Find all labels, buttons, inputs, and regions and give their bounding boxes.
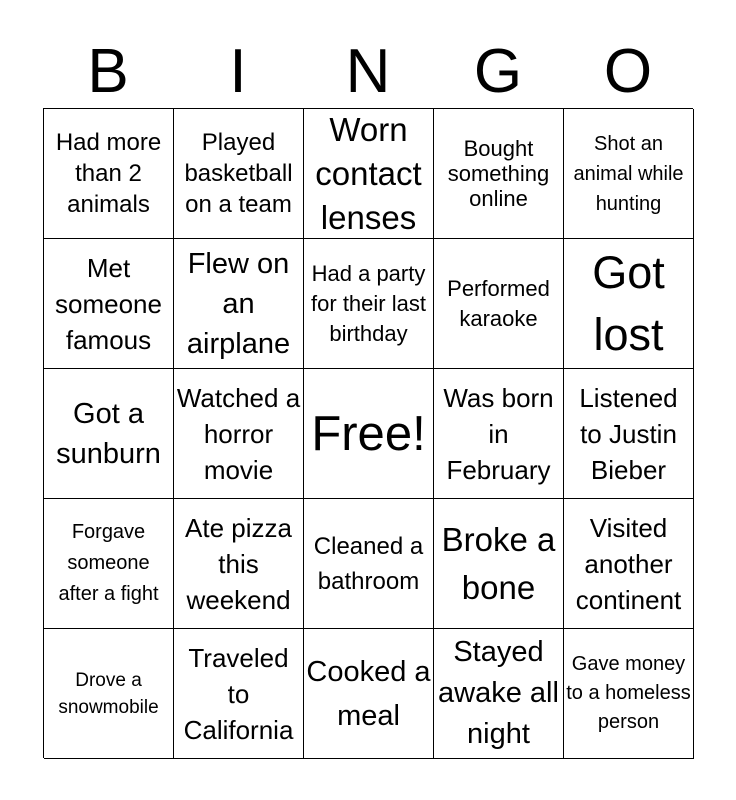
cell-text: Ate pizza this weekend bbox=[185, 512, 292, 615]
header-letter-n: N bbox=[345, 37, 391, 106]
cell-text: Shot an animal while hunting bbox=[573, 132, 684, 215]
cell-text: Was born in February bbox=[443, 382, 554, 485]
bingo-cell[interactable] bbox=[434, 109, 564, 239]
cell-text: Bought something online bbox=[447, 136, 550, 211]
cell-text: Cooked a meal bbox=[306, 655, 431, 732]
bingo-cell[interactable] bbox=[44, 629, 174, 759]
bingo-card-grid bbox=[43, 108, 693, 758]
cell-text: Watched a horror movie bbox=[176, 382, 301, 485]
cell-text: Flew on an airplane bbox=[186, 247, 291, 360]
bingo-cell[interactable] bbox=[434, 629, 564, 759]
bingo-cell[interactable] bbox=[434, 239, 564, 369]
cell-text: Worn contact lenses bbox=[315, 110, 422, 236]
cell-text: Met someone famous bbox=[55, 252, 162, 355]
bingo-cell[interactable] bbox=[434, 499, 564, 629]
header-letter-o: O bbox=[603, 37, 653, 106]
bingo-cell[interactable] bbox=[564, 499, 694, 629]
bingo-cell[interactable] bbox=[304, 109, 434, 239]
bingo-cell[interactable] bbox=[174, 369, 304, 499]
cell-text: Got lost bbox=[592, 246, 665, 360]
bingo-cell-free[interactable] bbox=[304, 369, 434, 499]
header-letter-i: I bbox=[229, 37, 247, 106]
bingo-cell[interactable] bbox=[174, 629, 304, 759]
cell-text: Traveled to California bbox=[183, 642, 294, 745]
bingo-cell[interactable] bbox=[174, 499, 304, 629]
cell-text: Cleaned a bathroom bbox=[313, 532, 424, 595]
cell-text: Free! bbox=[311, 406, 426, 461]
cell-text: Listened to Justin Bieber bbox=[579, 382, 678, 485]
bingo-cell[interactable] bbox=[44, 499, 174, 629]
cell-text: Gave money to a homeless person bbox=[566, 653, 691, 733]
bingo-cell[interactable] bbox=[304, 629, 434, 759]
bingo-cell[interactable] bbox=[564, 629, 694, 759]
bingo-cell[interactable] bbox=[434, 369, 564, 499]
bingo-cell[interactable] bbox=[304, 499, 434, 629]
bingo-cell[interactable] bbox=[44, 369, 174, 499]
bingo-cell[interactable] bbox=[44, 239, 174, 369]
header-letter-g: G bbox=[473, 37, 523, 106]
bingo-cell[interactable] bbox=[564, 239, 694, 369]
cell-text: Visited another continent bbox=[575, 512, 682, 615]
bingo-cell[interactable] bbox=[564, 369, 694, 499]
cell-text: Forgave someone after a fight bbox=[58, 521, 159, 605]
bingo-header bbox=[43, 36, 693, 108]
cell-text: Broke a bone bbox=[441, 520, 556, 606]
cell-text: Performed karaoke bbox=[447, 275, 550, 331]
cell-text: Played basketball on a team bbox=[184, 129, 293, 218]
header-letter-b: B bbox=[87, 37, 129, 106]
bingo-cell[interactable] bbox=[174, 109, 304, 239]
bingo-cell[interactable] bbox=[564, 109, 694, 239]
bingo-cell[interactable] bbox=[44, 109, 174, 239]
bingo-cell[interactable] bbox=[304, 239, 434, 369]
bingo-cell[interactable] bbox=[174, 239, 304, 369]
cell-text: Had more than 2 animals bbox=[55, 129, 162, 218]
cell-text: Stayed awake all night bbox=[438, 636, 559, 750]
cell-text: Drove a snowmobile bbox=[58, 669, 159, 718]
cell-text: Got a sunburn bbox=[56, 397, 161, 470]
cell-text: Had a party for their last birthday bbox=[311, 260, 426, 346]
